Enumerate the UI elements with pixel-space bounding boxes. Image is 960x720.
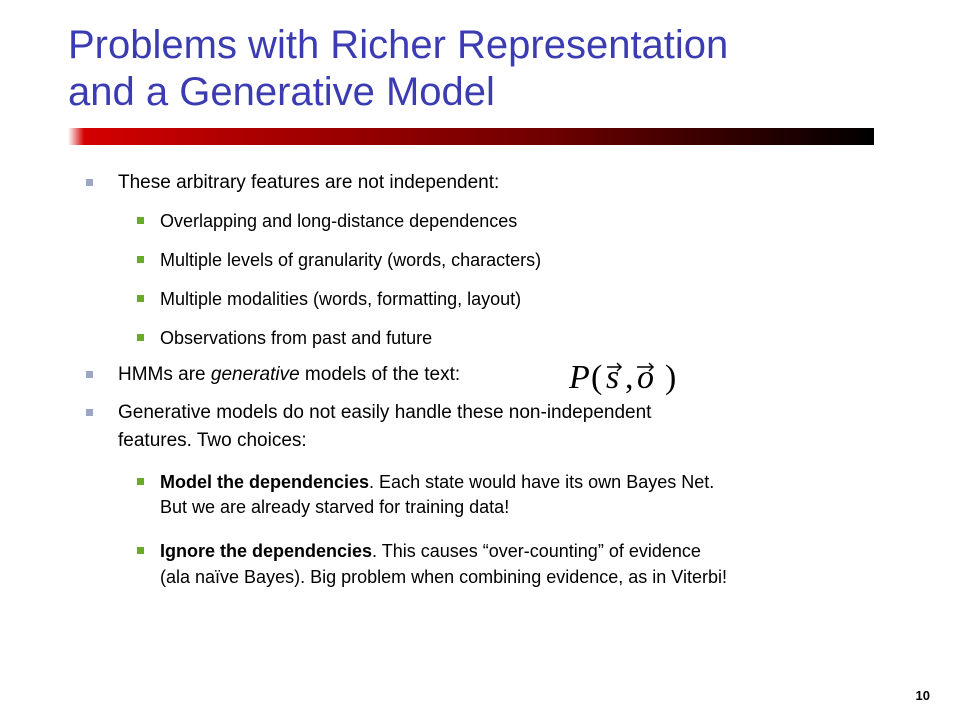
sub-bullet-rest: . This causes “over-counting” of evidence xyxy=(372,541,701,561)
sub-bullet-text: Multiple modalities (words, formatting, layout) xyxy=(160,289,522,309)
bullet-text: These arbitrary features are not independent: xyxy=(118,172,500,193)
sub-bullet-rest: . Each state would have its own Bayes Net. xyxy=(369,472,715,492)
sub-bullet-text-line-2: (ala naïve Bayes). Big problem when combining evidence, as in Viterbi! xyxy=(160,567,727,587)
bullet-text-line-1: Generative models do not easily handle these non-independent xyxy=(118,402,652,423)
bullet-marker-icon xyxy=(86,179,93,186)
title-line-1: Problems with Richer Representation xyxy=(68,23,729,67)
sub-bullet-marker-icon xyxy=(137,478,144,485)
formula-comma: , xyxy=(625,359,634,396)
sub-bullet-marker-icon xyxy=(137,256,144,263)
formula-s: s xyxy=(606,359,620,396)
sub-bullet-text: Observations from past and future xyxy=(160,328,433,348)
title-line-2: and a Generative Model xyxy=(68,70,495,114)
formula-p-s-o xyxy=(567,354,687,398)
sub-bullet-marker-icon xyxy=(137,217,144,224)
sub-bullet-text-line-2: But we are already starved for training data! xyxy=(160,497,510,517)
bullet-marker-icon xyxy=(86,371,93,378)
slide-title xyxy=(68,22,928,116)
sub-bullet-text-line-1 xyxy=(160,539,701,563)
formula-o: o xyxy=(637,359,654,396)
formula-p: P xyxy=(569,359,590,396)
bullet-text-post: models of the text: xyxy=(299,364,461,385)
sub-bullet-bold: Ignore the dependencies xyxy=(160,541,373,561)
bullet-text-emphasis: generative xyxy=(210,364,300,385)
sub-bullet-text: Overlapping and long-distance dependences xyxy=(160,211,518,231)
sub-bullet-bold: Model the dependencies xyxy=(160,472,370,492)
bullet-text xyxy=(118,362,460,388)
title-underline-bar xyxy=(68,128,874,145)
formula-close-paren: ) xyxy=(665,359,677,396)
sub-bullet-marker-icon xyxy=(137,334,144,341)
formula-open-paren: ( xyxy=(591,359,603,396)
sub-bullet-text: Multiple levels of granularity (words, characters) xyxy=(160,250,542,270)
bullet-text-pre: HMMs are xyxy=(118,364,211,385)
sub-bullet-marker-icon xyxy=(137,295,144,302)
sub-bullet-text-line-1 xyxy=(160,470,714,494)
sub-bullet-marker-icon xyxy=(137,547,144,554)
bullet-marker-icon xyxy=(86,409,93,416)
page-number: 10 xyxy=(915,688,930,703)
bullet-text-line-2: features. Two choices: xyxy=(118,430,307,451)
